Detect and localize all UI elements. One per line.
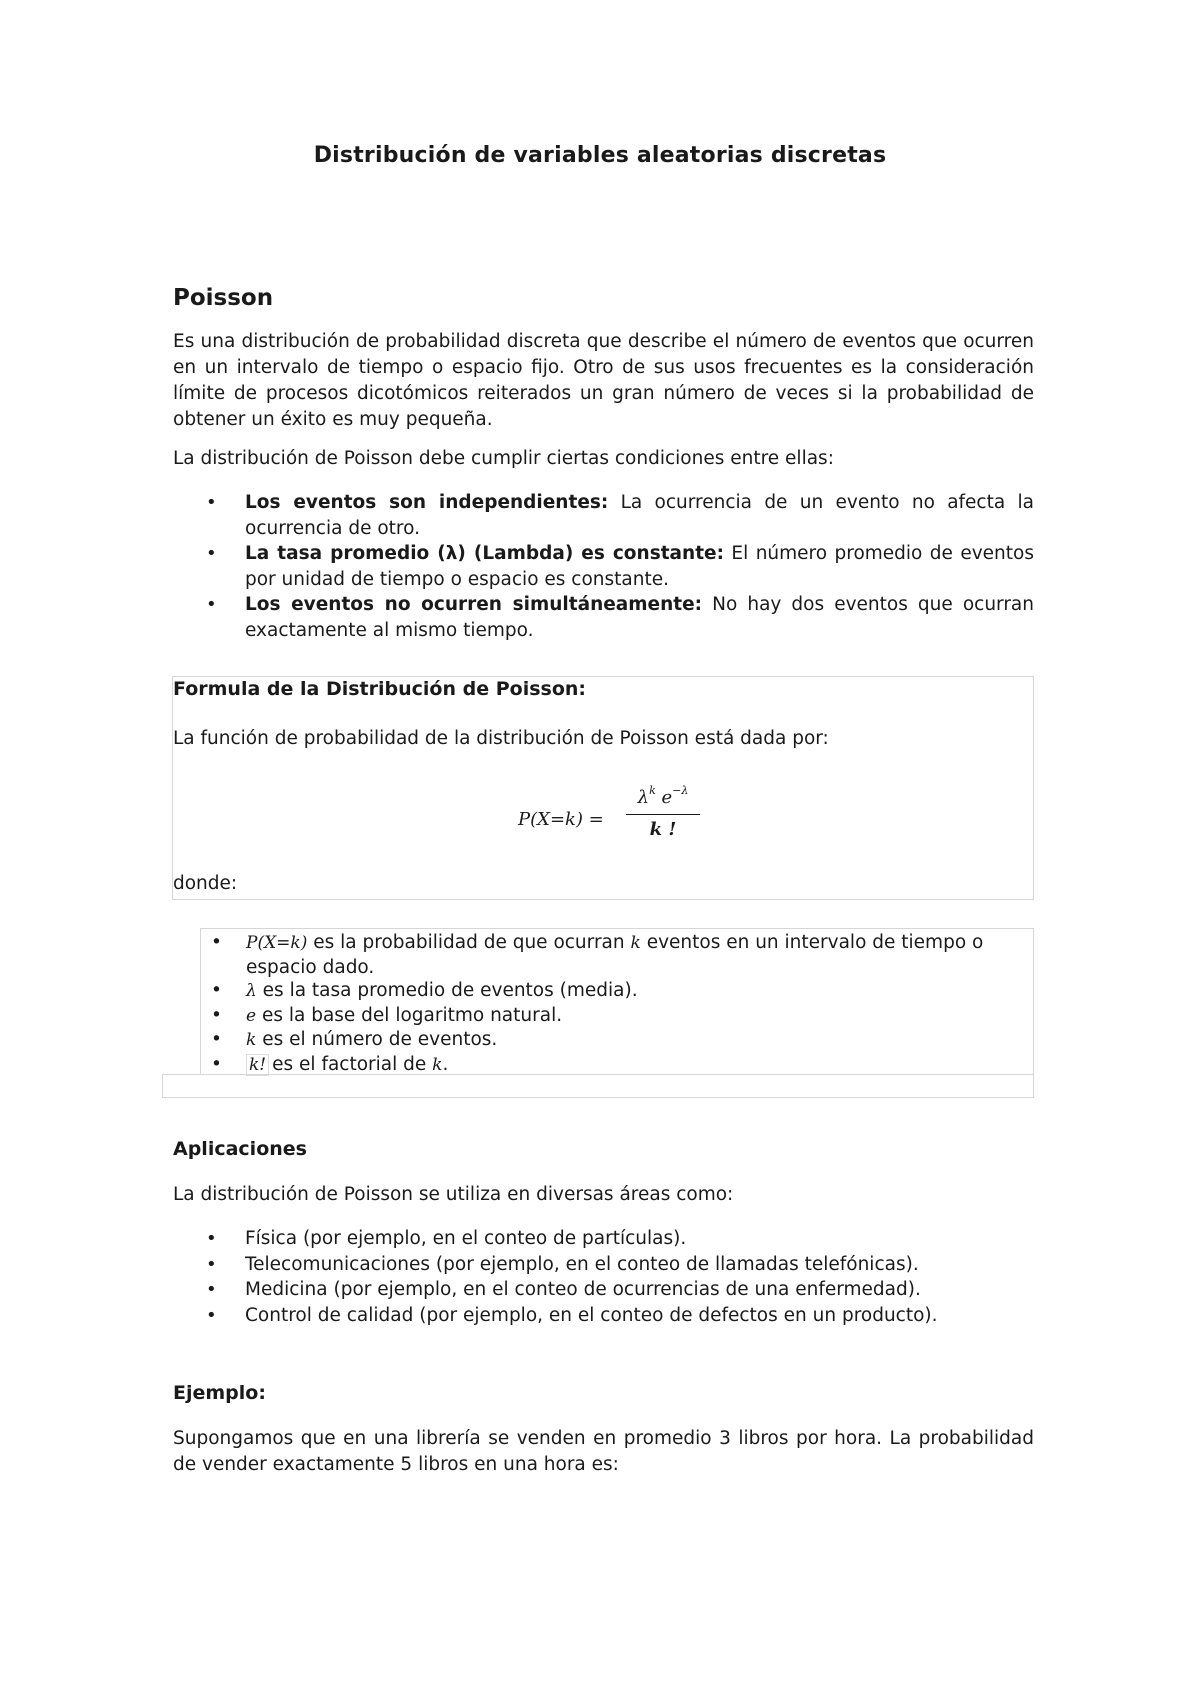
condition-term: Los eventos no ocurren simultáneamente: bbox=[245, 594, 703, 615]
math-symbol: P(X=k) bbox=[246, 933, 308, 953]
definitions-box bbox=[200, 928, 1034, 1074]
list-item bbox=[173, 592, 1034, 643]
conditions-intro-paragraph: La distribución de Poisson debe cumplir ciertas condiciones entre ellas: bbox=[173, 448, 834, 469]
applications-intro: La distribución de Poisson se utiliza en diversas áreas como: bbox=[173, 1184, 734, 1205]
math-symbol: e bbox=[246, 1005, 257, 1026]
document-title: Distribución de variables aleatorias discretas bbox=[313, 143, 887, 168]
fraction-bar bbox=[626, 814, 700, 815]
math-symbol: k bbox=[432, 1054, 443, 1075]
math-symbol: k bbox=[630, 933, 641, 953]
condition-term: La tasa promedio (λ) (Lambda) es constante: bbox=[245, 543, 724, 564]
conditions-list bbox=[173, 490, 1034, 643]
list-item: • Medicina (por ejemplo, en el conteo de ocurrencias de una enfermedad). bbox=[173, 1277, 1034, 1303]
math-symbol: k bbox=[246, 1030, 257, 1050]
formula-lhs: P(X=k) = bbox=[518, 809, 604, 830]
condition-text: La ocurrencia de un evento no afecta la ocurrencia de otro. bbox=[245, 492, 1034, 539]
math-symbol: λ bbox=[246, 981, 257, 1001]
poisson-intro-paragraph: Es una distribución de probabilidad discreta que describe el número de eventos que ocurren en un intervalo de tiempo o espacio fijo. Otro de sus usos frecuentes es la consideración límite de procesos dicotómicos reiterados un gran número de veces si la probabilidad de obtener un éxito es muy pequeña. bbox=[173, 331, 1034, 430]
list-item: • e es la base del logaritmo natural. bbox=[201, 1004, 1033, 1029]
formula-heading: Formula de la Distribución de Poisson: bbox=[173, 678, 586, 700]
formula-box bbox=[172, 676, 1034, 900]
formula-denominator: k ! bbox=[649, 819, 677, 840]
formula-intro: La función de probabilidad de la distribución de Poisson está dada por: bbox=[173, 728, 829, 749]
section-heading-example: Ejemplo: bbox=[173, 1382, 266, 1404]
list-item: • k es el número de eventos. bbox=[201, 1028, 1033, 1053]
condition-text: No hay dos eventos que ocurran exactamente al mismo tiempo. bbox=[245, 594, 1034, 641]
condition-term: Los eventos son independientes: bbox=[245, 492, 609, 513]
list-item: • Control de calidad (por ejemplo, en el conteo de defectos en un producto). bbox=[173, 1303, 1034, 1329]
list-item bbox=[173, 541, 1034, 592]
formula-fraction bbox=[626, 784, 700, 843]
empty-table-row bbox=[162, 1074, 1034, 1098]
formula-where-label: donde: bbox=[173, 873, 238, 894]
example-paragraph: Supongamos que en una librería se venden en promedio 3 libros por hora. La probabilidad de vender exactamente 5 libros en una hora es: bbox=[173, 1428, 1034, 1475]
list-item: • Telecomunicaciones (por ejemplo, en el conteo de llamadas telefónicas). bbox=[173, 1252, 1034, 1278]
definitions-list bbox=[201, 931, 1033, 1077]
list-item: • λ es la tasa promedio de eventos (media). bbox=[201, 979, 1033, 1004]
list-item: • k! es el factorial de k. bbox=[201, 1053, 1033, 1078]
applications-list bbox=[173, 1226, 1034, 1328]
list-item bbox=[173, 490, 1034, 541]
condition-text: El número promedio de eventos por unidad de tiempo o espacio es constante. bbox=[245, 543, 1034, 590]
formula-numerator: $\lambda^k$ $e^{-\lambda}$ bbox=[637, 784, 689, 808]
section-heading-applications: Aplicaciones bbox=[173, 1138, 307, 1160]
section-heading-poisson: Poisson bbox=[173, 285, 274, 311]
list-item: • P(X=k) es la probabilidad de que ocurran k eventos en un intervalo de tiempo o espacio dado. bbox=[201, 931, 1033, 979]
list-item: • Física (por ejemplo, en el conteo de partículas). bbox=[173, 1226, 1034, 1252]
math-symbol: k! bbox=[246, 1054, 269, 1076]
